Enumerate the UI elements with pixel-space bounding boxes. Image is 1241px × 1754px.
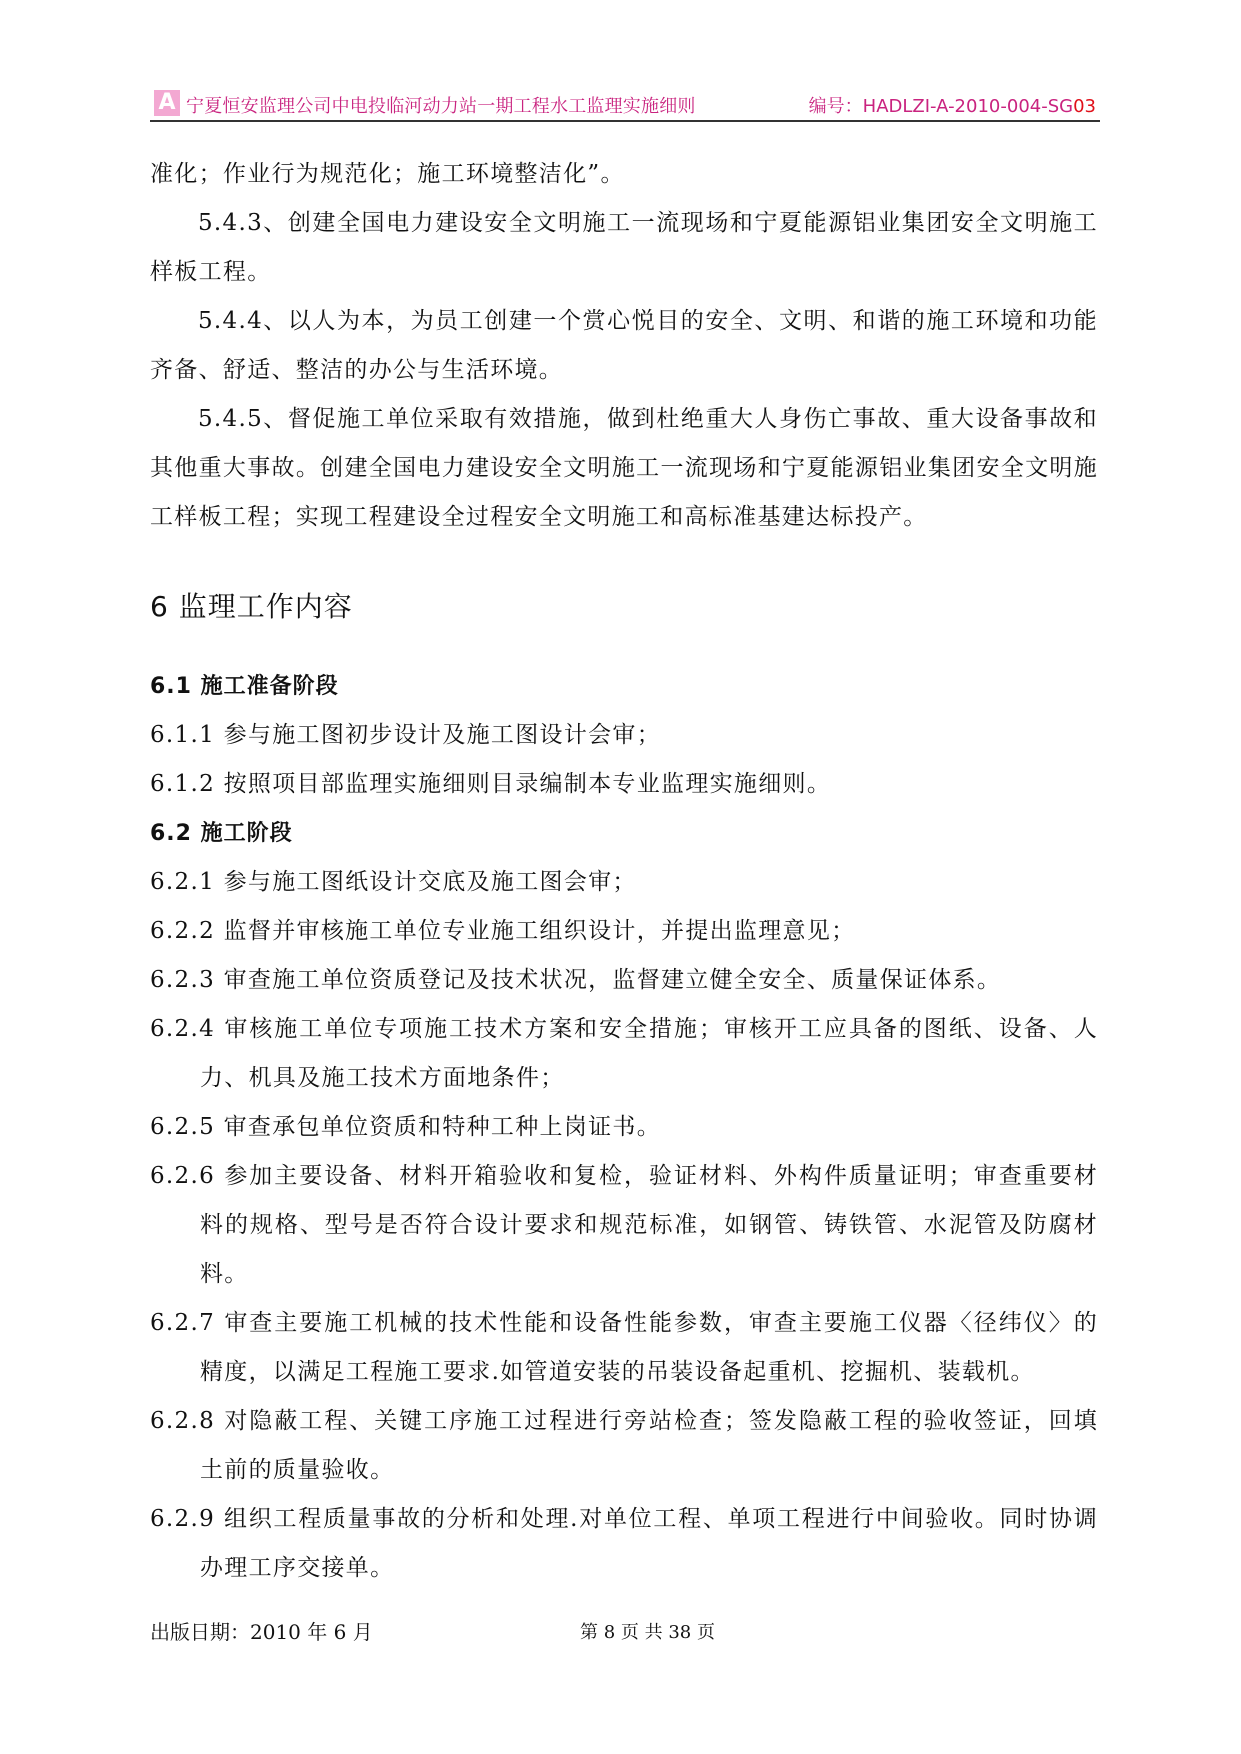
list-item: 6.2.4 审核施工单位专项施工技术方案和安全措施；审核开工应具备的图纸、设备、人力、机具及施工技术方面地条件； <box>150 1016 1098 1091</box>
intro-section <box>150 150 1098 542</box>
list-item: 6.1.2 按照项目部监理实施细则目录编制本专业监理实施细则。 <box>150 771 832 797</box>
list-item: 6.2.5 审查承包单位资质和特种工种上岗证书。 <box>150 1114 662 1140</box>
document-code <box>809 92 1096 118</box>
list-item: 6.2.8 对隐蔽工程、关键工序施工过程进行旁站检查；签发隐蔽工程的验收签证，回填土前的质量验收。 <box>150 1408 1098 1483</box>
section-6-2-heading: 6.2 施工阶段 <box>150 821 293 846</box>
section-6-1-heading: 6.1 施工准备阶段 <box>150 674 339 699</box>
header-divider <box>150 120 1100 122</box>
paragraph-5-4-4: 5.4.4、以人为本，为员工创建一个赏心悦目的安全、文明、和谐的施工环境和功能齐备、舒适、整洁的办公与生活环境。 <box>150 308 1098 383</box>
document-code-prefix: 编号：HADLZⅠ-A-2010-004-SG <box>808 96 1074 117</box>
list-item: 6.2.3 审查施工单位资质登记及技术状况，监督建立健全安全、质量保证体系。 <box>150 967 1002 993</box>
paragraph-5-4-5: 5.4.5、督促施工单位采取有效措施，做到杜绝重大人身伤亡事故、重大设备事故和其他重大事故。创建全国电力建设安全文明施工一流现场和宁夏能源铝业集团安全文明施工样板工程；实现工程建设全过程安全文明施工和高标准基建达标投产。 <box>150 406 1098 530</box>
section-6-body <box>150 662 1098 1593</box>
list-item: 6.1.1 参与施工图初步设计及施工图设计会审； <box>150 722 662 748</box>
paragraph-continuation: 准化；作业行为规范化；施工环境整洁化”。 <box>150 161 625 187</box>
publish-date: 出版日期：2010 年 6 月 <box>150 1620 373 1644</box>
list-item: 6.2.7 审查主要施工机械的技术性能和设备性能参数，审查主要施工仪器〈径纬仪〉的精度，以满足工程施工要求.如管道安装的吊装设备起重机、挖掘机、装载机。 <box>150 1310 1098 1385</box>
section-6-heading: 6 监理工作内容 <box>150 590 353 623</box>
page-number: 第 8 页 共 38 页 <box>580 1622 715 1643</box>
document-code-suffix: 03 <box>1073 96 1096 117</box>
list-item: 6.2.9 组织工程质量事故的分析和处理.对单位工程、单项工程进行中间验收。同时协调办理工序交接单。 <box>150 1506 1098 1581</box>
page-header <box>150 86 1100 122</box>
paragraph-5-4-3: 5.4.3、创建全国电力建设安全文明施工一流现场和宁夏能源铝业集团安全文明施工样板工程。 <box>150 210 1098 285</box>
list-item: 6.2.1 参与施工图纸设计交底及施工图会审； <box>150 869 637 895</box>
list-item: 6.2.2 监督并审核施工单位专业施工组织设计，并提出监理意见； <box>150 918 856 944</box>
document-title: 宁夏恒安监理公司中电投临河动力站一期工程水工监理实施细则 <box>186 96 696 117</box>
list-item: 6.2.6 参加主要设备、材料开箱验收和复检，验证材料、外构件质量证明；审查重要材料的规格、型号是否符合设计要求和规范标准，如钢管、铸铁管、水泥管及防腐材料。 <box>150 1163 1098 1287</box>
company-logo: A <box>154 90 180 116</box>
